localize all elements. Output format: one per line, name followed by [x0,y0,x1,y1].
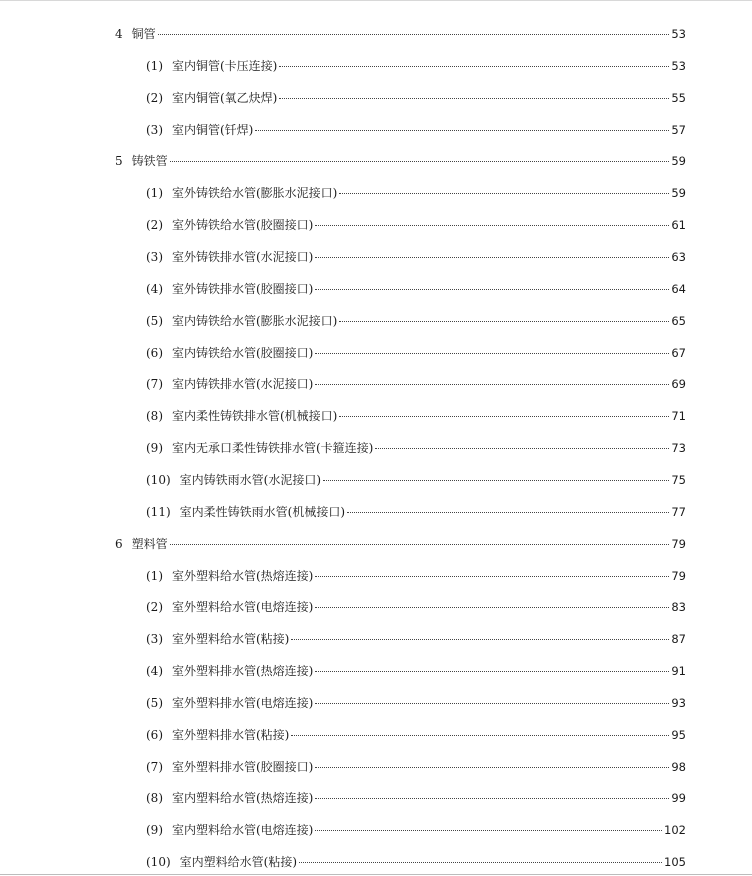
toc-entry-number: 4 [115,27,123,41]
toc-dot-leader [347,512,669,513]
toc-entry-number: (5) [146,313,163,328]
toc-subsection-entry[interactable] [146,279,686,299]
toc-entry-title: 室内铸铁雨水管(水泥接口) [179,472,322,487]
toc-entry-title: 室外塑料给水管(粘接) [172,632,290,647]
toc-section-entry[interactable] [115,534,686,554]
toc-subsection-entry[interactable] [146,788,686,808]
toc-page-number: 61 [671,218,686,233]
toc-entry-number: (10) [146,472,171,487]
toc-page-number: 99 [671,791,686,806]
toc-dot-leader [279,66,669,67]
toc-dot-leader [315,830,662,831]
toc-entry-title: 室外铸铁给水管(膨胀水泥接口) [172,186,338,201]
toc-dot-leader [291,735,669,736]
toc-subsection-entry[interactable] [146,820,686,840]
toc-entry-number: (4) [146,281,163,296]
toc-subsection-entry[interactable] [146,406,686,426]
toc-subsection-entry[interactable] [146,215,686,235]
toc-entry-number: (1) [146,58,163,73]
toc-entry-title: 室外塑料给水管(热熔连接) [172,568,314,583]
toc-page-number: 55 [671,90,686,105]
toc-entry-title: 室内铜管(氧乙炔焊) [172,90,278,105]
toc-entry-number: (3) [146,250,163,264]
toc-entry-number: (4) [146,664,163,678]
toc-dot-leader [339,193,669,194]
toc-page-number: 53 [671,27,686,41]
toc-entry-number: (9) [146,441,163,456]
toc-dot-leader [315,384,669,385]
toc-dot-leader [255,130,669,131]
toc-page-number: 93 [671,695,686,710]
toc-entry-title: 室内塑料给水管(热熔连接) [172,791,314,806]
toc-subsection-entry[interactable] [146,183,686,203]
toc-page-number: 53 [671,58,686,73]
toc-dot-leader [158,34,670,35]
toc-page-number: 64 [671,281,686,296]
toc-entry-title: 室外塑料排水管(胶圈接口) [172,759,314,774]
toc-dot-leader [315,257,669,258]
toc-subsection-entry[interactable] [146,343,686,363]
toc-section-entry[interactable] [115,24,686,44]
toc-entry-title: 铸铁管 [131,154,168,169]
toc-page-number: 73 [671,441,686,456]
toc-entry-title: 室外铸铁排水管(胶圈接口) [172,281,314,296]
toc-entry-title: 室外塑料排水管(电熔连接) [172,695,314,710]
toc-dot-leader [279,98,669,99]
toc-entry-title: 塑料管 [131,536,168,551]
toc-entry-number: (11) [146,504,171,519]
toc-entry-number: (3) [146,632,163,647]
toc-dot-leader [315,798,669,799]
toc-subsection-entry[interactable] [146,247,686,267]
toc-dot-leader [375,448,669,449]
toc-entry-number: (6) [146,727,163,742]
toc-entry-title: 室外铸铁给水管(胶圈接口) [172,218,314,233]
toc-entry-number: (10) [146,855,171,870]
toc-page-number: 83 [671,600,686,615]
toc-dot-leader [315,225,669,226]
toc-dot-leader [315,576,669,577]
toc-entry-title: 室内柔性铸铁雨水管(机械接口) [179,504,346,519]
toc-page-number: 67 [671,345,686,360]
toc-entry-title: 室内塑料给水管(粘接) [179,855,298,870]
toc-entry-number: (5) [146,695,163,710]
toc-page-number: 77 [671,504,686,519]
toc-entry-number: (3) [146,122,163,137]
toc-section-entry[interactable] [115,151,686,171]
toc-entry-title: 室内柔性铸铁排水管(机械接口) [172,409,338,424]
toc-subsection-entry[interactable] [146,438,686,458]
toc-page-number: 79 [671,536,686,551]
toc-entry-title: 室外塑料给水管(电熔连接) [172,600,314,615]
toc-page-number: 59 [671,186,686,201]
toc-subsection-entry[interactable] [146,661,686,681]
toc-page-number: 65 [671,313,686,328]
toc-entry-title: 室内无承口柔性铸铁排水管(卡箍连接) [172,441,374,456]
toc-entry-title: 室内铸铁给水管(胶圈接口) [172,345,314,360]
toc-subsection-entry[interactable] [146,120,686,140]
toc-page-number: 69 [671,377,686,392]
toc-subsection-entry[interactable] [146,88,686,108]
toc-entry-title: 室外塑料排水管(粘接) [172,727,290,742]
top-rule [0,0,752,1]
toc-page-number: 63 [671,250,686,264]
toc-entry-number: (7) [146,759,163,774]
toc-dot-leader [315,353,669,354]
toc-page-number: 79 [671,568,686,583]
toc-dot-leader [299,862,662,863]
toc-entry-title: 室内塑料给水管(电熔连接) [172,823,314,838]
toc-dot-leader [315,607,669,608]
toc-page-number: 105 [664,855,686,870]
toc-entry-number: (7) [146,377,163,392]
toc-entry-number: 6 [115,536,123,551]
toc-entry-number: (2) [146,600,163,615]
toc-dot-leader [170,544,670,545]
toc-entry-number: (1) [146,568,163,583]
toc-dot-leader [291,639,669,640]
toc-entry-title: 铜管 [131,27,156,41]
toc-subsection-entry[interactable] [146,56,686,76]
toc-dot-leader [170,161,670,162]
toc-dot-leader [315,289,669,290]
toc-page-number: 95 [671,727,686,742]
toc-subsection-entry[interactable] [146,693,686,713]
toc-entry-number: (6) [146,345,163,360]
toc-dot-leader [315,671,669,672]
toc-entry-title: 室内铸铁排水管(水泥接口) [172,377,314,392]
toc-subsection-entry[interactable] [146,566,686,586]
toc-entry-number: (8) [146,791,163,806]
toc-entry-title: 室内铜管(卡压连接) [172,58,278,73]
toc-entry-number: 5 [115,154,123,169]
toc-subsection-entry[interactable] [146,629,686,649]
toc-subsection-entry[interactable] [146,502,686,522]
toc-dot-leader [315,703,669,704]
toc-page-number: 102 [664,823,686,838]
toc-entry-number: (9) [146,823,163,838]
toc-entry-number: (1) [146,186,163,201]
toc-entry-number: (2) [146,218,163,233]
toc-subsection-entry[interactable] [146,757,686,777]
toc-subsection-entry[interactable] [146,725,686,745]
toc-dot-leader [315,767,669,768]
toc-subsection-entry[interactable] [146,597,686,617]
toc-dot-leader [339,416,669,417]
toc-entry-title: 室内铜管(钎焊) [172,122,254,137]
toc-page-number: 98 [671,759,686,774]
toc-subsection-entry[interactable] [146,374,686,394]
bottom-rule [0,874,752,875]
toc-dot-leader [323,480,669,481]
toc-page-number: 91 [671,664,686,678]
toc-entry-title: 室外铸铁排水管(水泥接口) [172,250,314,264]
toc-entry-number: (8) [146,409,163,424]
toc-entry-number: (2) [146,90,163,105]
toc-page-number: 57 [671,122,686,137]
toc-subsection-entry[interactable] [146,311,686,331]
toc-subsection-entry[interactable] [146,852,686,872]
toc-subsection-entry[interactable] [146,470,686,490]
toc-page-number: 59 [671,154,686,169]
toc-dot-leader [339,321,669,322]
toc-entry-title: 室外塑料排水管(热熔连接) [172,664,314,678]
toc-page-number: 87 [671,632,686,647]
toc-page-number: 75 [671,472,686,487]
toc-page-number: 71 [671,409,686,424]
toc-entry-title: 室内铸铁给水管(膨胀水泥接口) [172,313,338,328]
